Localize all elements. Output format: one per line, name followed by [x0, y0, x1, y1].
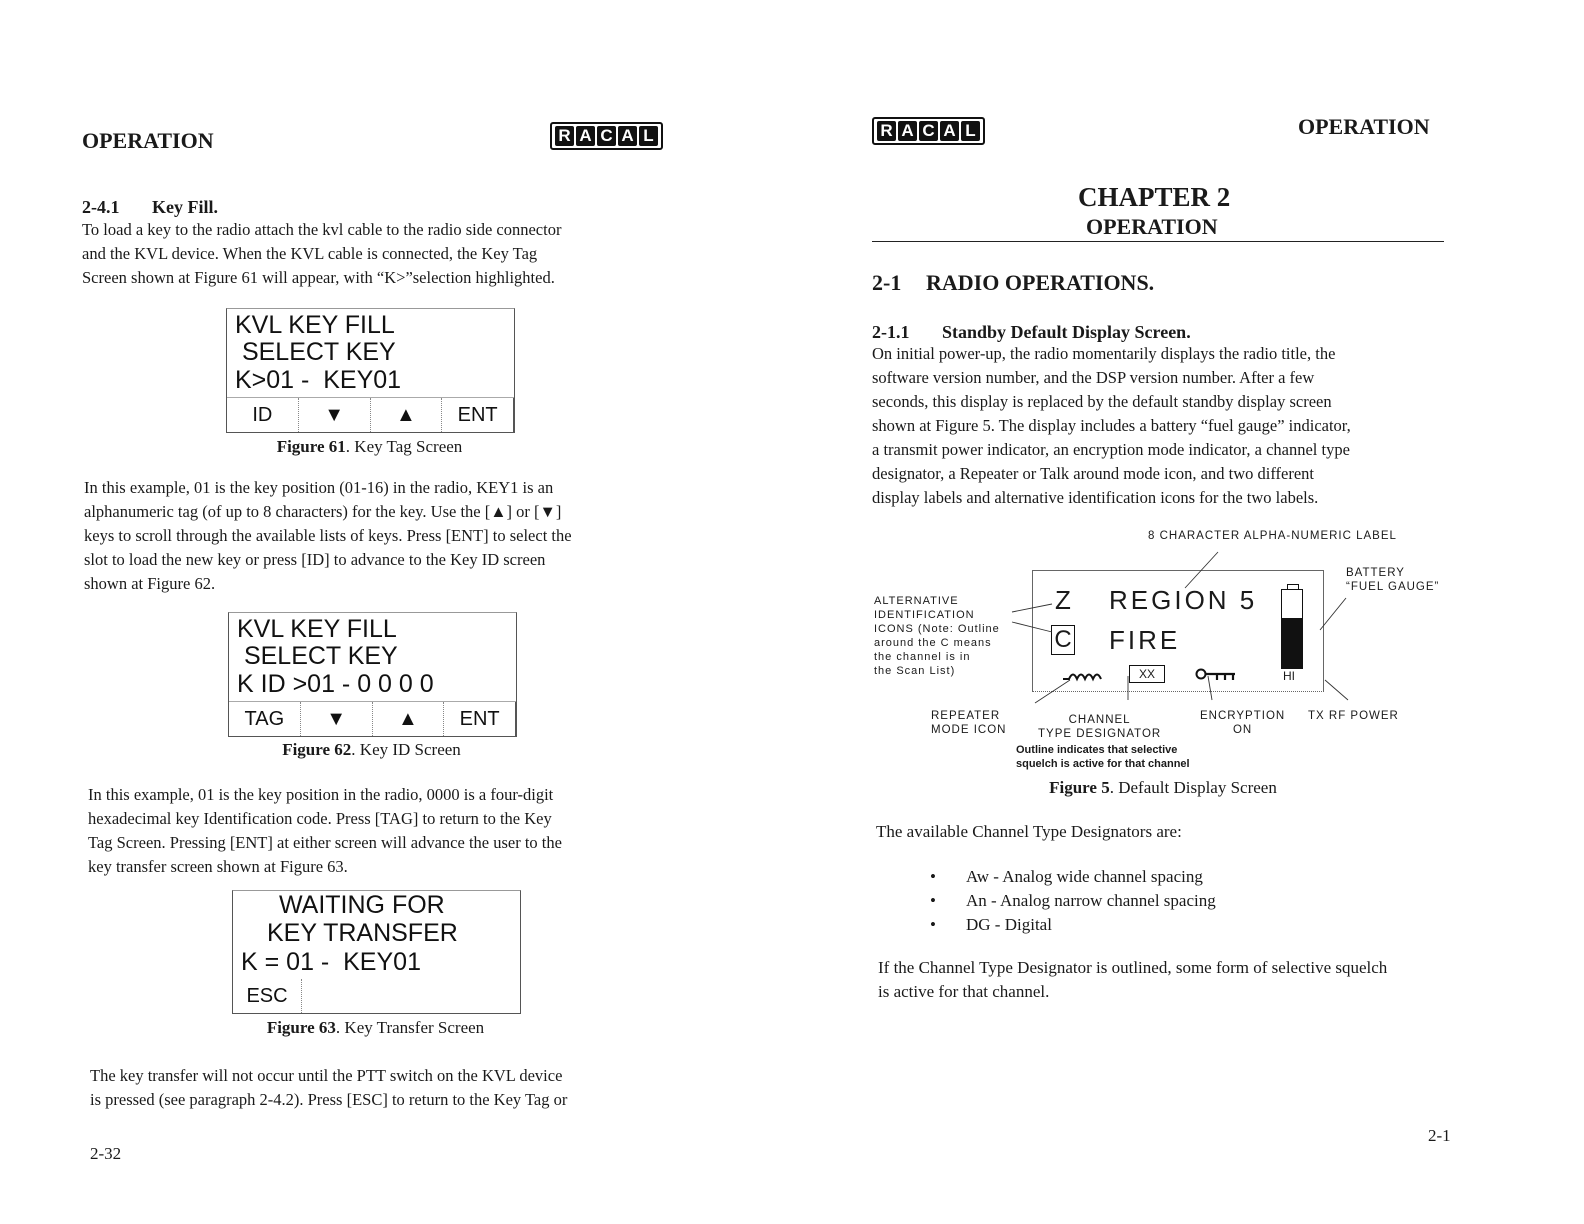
- lcd-line-3: K ID >01 - 0 0 0 0: [237, 670, 434, 698]
- lcd-line-1: KVL KEY FILL: [237, 615, 397, 643]
- key-tag-paragraph: In this example, 01 is the key position (01-16) in the radio, KEY1 is an alphanumeric tag (of up to 8 characters) for the key. Use the [▲] or [▼] keys to scroll through the available lists of keys. Press [ENT] to select the slot to load the new key or press [ID] to advance to the Key ID screen shown at Figure 62.: [84, 478, 572, 593]
- key-transfer-paragraph: The key transfer will not occur until the PTT switch on the KVL device is pressed (see paragraph 2-4.2). Press [ESC] to return to the Key Tag or: [90, 1066, 568, 1109]
- figure-5-callout-lines: [980, 540, 1350, 710]
- softkey-up: ▲: [371, 398, 443, 432]
- racal-logo-left: R A C A L: [550, 122, 663, 150]
- key-transfer-screen-figure: [232, 890, 521, 1014]
- standby-paragraph: On initial power-up, the radio momentarily displays the radio title, the software version number, and the DSP version number. After a few seconds, this display is replaced by the default standby display screen shown at Figure 5. The display includes a battery “fuel gauge” indicator, a transmit power indicator, an encryption mode indicator, a channel type designator, a Repeater or Talk around mode icon, and two different display labels and alternative identification icons for the two labels.: [872, 344, 1351, 507]
- softkey-down: ▼: [299, 398, 371, 432]
- tx-power-indicator: HI: [1283, 669, 1295, 683]
- figure-61-caption: Figure 61. Key Tag Screen: [276, 437, 463, 456]
- softkey-ent: ENT: [442, 398, 514, 432]
- lcd-line-2: SELECT KEY: [235, 338, 396, 366]
- softkey-down: ▼: [301, 702, 373, 736]
- c-identification-icon: C: [1051, 625, 1075, 655]
- figure-5-caption: Figure 5. Default Display Screen: [1049, 778, 1277, 797]
- display-label-line-1: REGION 5: [1109, 585, 1258, 615]
- softkey-ent: ENT: [444, 702, 516, 736]
- label-channel-type: CHANNEL TYPE DESIGNATOR: [1038, 714, 1162, 740]
- softkey-row: [233, 979, 520, 1013]
- designator-list: [930, 865, 1216, 937]
- label-battery: BATTERY “FUEL GAUGE”: [1346, 567, 1440, 593]
- label-outline-note: Outline indicates that selective squelch is active for that channel: [1016, 744, 1190, 770]
- section-heading-key-fill: 2-4.1 Key Fill.: [82, 197, 218, 217]
- chapter-title: CHAPTER 2: [1078, 182, 1231, 212]
- outlined-designator-paragraph: If the Channel Type Designator is outlined, some form of selective squelch is active for that channel.: [878, 958, 1388, 1001]
- softkey-up: ▲: [373, 702, 445, 736]
- lcd-line-1: KVL KEY FILL: [235, 311, 395, 339]
- key-id-screen-figure: [228, 612, 517, 737]
- lcd-line-1: WAITING FOR: [279, 891, 445, 919]
- lcd-line-2: KEY TRANSFER: [267, 919, 458, 947]
- section-heading-radio-operations: 2-1 RADIO OPERATIONS.: [872, 270, 1155, 295]
- right-page-header: OPERATION: [1298, 114, 1430, 139]
- list-item: • DG - Digital: [930, 913, 1216, 937]
- softkey-tag: TAG: [229, 702, 301, 736]
- figure-62-caption: Figure 62. Key ID Screen: [282, 740, 461, 759]
- right-page-number: 2-1: [1428, 1126, 1451, 1145]
- label-encryption: ENCRYPTION ON: [1200, 710, 1286, 736]
- softkey-esc: ESC: [233, 979, 302, 1013]
- lcd-line-2: SELECT KEY: [237, 642, 398, 670]
- softkey-row: [229, 701, 516, 736]
- lcd-line-3: K>01 - KEY01: [235, 366, 402, 394]
- label-tx-rf-power: TX RF POWER: [1308, 710, 1399, 722]
- key-id-paragraph: In this example, 01 is the key position in the radio, 0000 is a four-digit hexadecimal key Identification code. Press [TAG] to return to the Key Tag Screen. Pressing [ENT] at either screen will advance the user to the key transfer screen shown at Figure 63.: [88, 785, 562, 876]
- key-fill-paragraph: To load a key to the radio attach the kvl cable to the radio side connector and the KVL device. When the KVL cable is connected, the Key Tag Screen shown at Figure 61 will appear, with “K>”selection highlighted.: [82, 220, 562, 287]
- softkey-id: ID: [227, 398, 299, 432]
- lcd-line-3: K = 01 - KEY01: [241, 948, 421, 976]
- softkey-row: [227, 397, 514, 432]
- left-page-header: OPERATION: [82, 128, 214, 153]
- chapter-rule: [872, 241, 1444, 242]
- subsection-heading-standby: 2-1.1 Standby Default Display Screen.: [872, 322, 1191, 342]
- label-alternative-icons: ALTERNATIVE IDENTIFICATION ICONS (Note: Outline around the C means the channel is in the Scan List): [874, 595, 1000, 677]
- left-page-number: 2-32: [90, 1144, 122, 1163]
- list-item: • Aw - Analog wide channel spacing: [930, 865, 1216, 889]
- channel-type-designator: XX: [1129, 665, 1165, 683]
- designators-intro: The available Channel Type Designators are:: [876, 822, 1182, 841]
- chapter-subtitle: OPERATION: [1086, 214, 1218, 239]
- figure-63-caption: Figure 63. Key Transfer Screen: [266, 1018, 485, 1037]
- label-repeater-mode: REPEATER MODE ICON: [931, 710, 1007, 736]
- label-alphanumeric: 8 CHARACTER ALPHA-NUMERIC LABEL: [1148, 530, 1397, 542]
- display-label-line-2: FIRE: [1109, 625, 1181, 655]
- list-item: • An - Analog narrow channel spacing: [930, 889, 1216, 913]
- key-tag-screen-figure: [226, 308, 515, 433]
- z-identification-icon: Z: [1055, 585, 1071, 615]
- racal-logo-right: R A C A L: [872, 117, 985, 145]
